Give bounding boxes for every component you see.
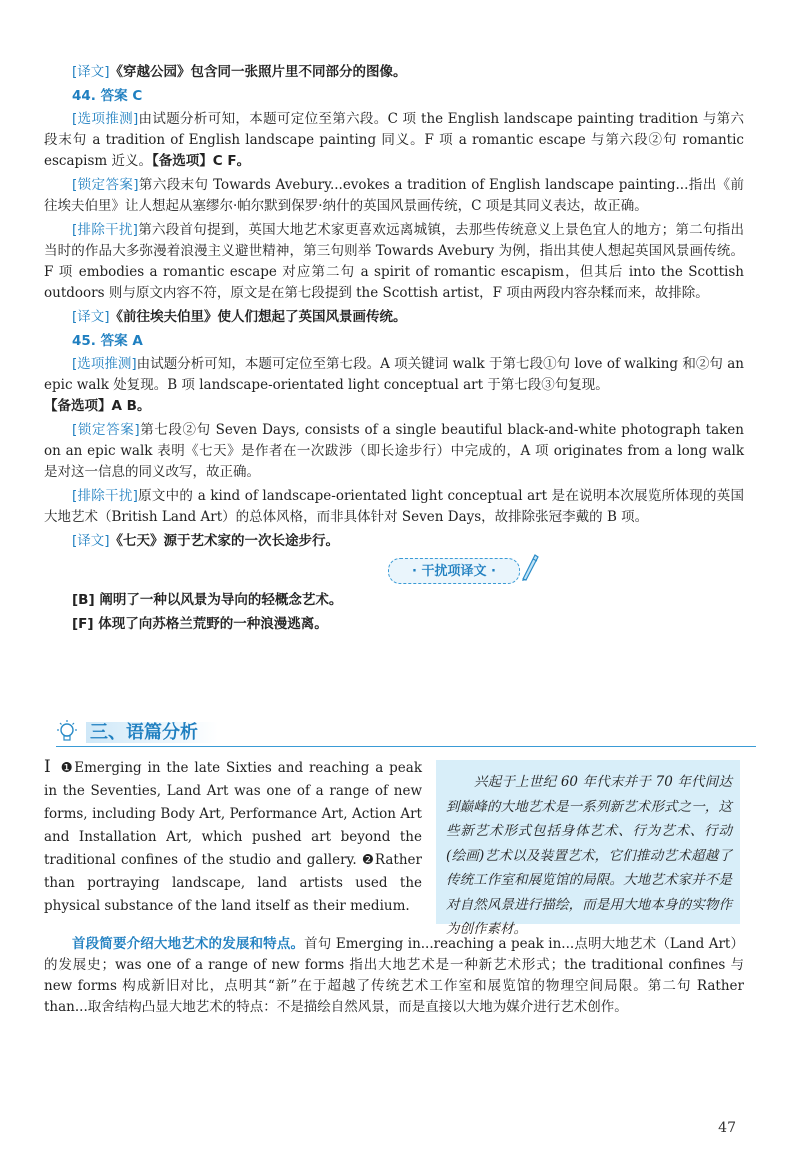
q44-translation: [译文]《前往埃夫伯里》使人们想起了英国风景画传统。 xyxy=(72,309,407,325)
q45-predict: [选项推测]由试题分析可知，本题可定位至第七段。A 项关键词 walk 于第七段①句 love of walking 和②句 an epic walk 处复现。B 项 landscape-orientated light conceptual art 于第七段③句复现。 【备选项】A B。 xyxy=(44,356,744,414)
q44-predict: [选项推测]由试题分析可知，本题可定位至第六段。C 项 the English landscape painting tradition 与第六段末句 a tradition of English landscape painting 同义。F 项 a romantic escape 与第六段②句 romantic escapism 近义。【备选项】C F。 xyxy=(44,111,744,169)
q45-answer: 45. 答案 A xyxy=(72,333,143,349)
paragraph-analysis xyxy=(44,934,744,1021)
distractor-b: [B] 阐明了一种以风景为导向的轻概念艺术。 xyxy=(72,592,343,608)
english-text: ❶Emerging in the late Sixties and reaching a peak in the Seventies, Land Art was one of a range of new forms, including Body Art, Performance Art, Action Art and Installation Art, which pushed art beyond the traditional confines of the studio and gallery. ❷Rather than portraying landscape, land artists used the physical substance of the land itself as their medium. xyxy=(44,760,423,914)
q44-lock: [锁定答案]第六段末句 Towards Avebury...evokes a tradition of English landscape painting...指出《前往埃夫伯里》让人想起从塞缪尔·帕尔默到保罗·纳什的英国风景画传统，C 项是其同义表达，故正确。 xyxy=(44,177,744,214)
q44-exclude: [排除干扰]第六段首句提到，英国大地艺术家更喜欢远离城镇，去那些传统意义上景色宜人的地方；第二句指出当时的作品大多弥漫着浪漫主义避世精神，第三句则举 Towards Avebury 为例，指出其使人想起英国风景画传统。F 项 embodies a romantic escape 对应第二句 a spirit of romantic escapism，但其后 into the Scottish outdoors 则与原文内容不符，原文是在第七段提到 the Scottish artist，F 项由两段内容杂糅而来，故排除。 xyxy=(44,222,745,301)
q45-translation: [译文]《七天》源于艺术家的一次长途步行。 xyxy=(72,533,340,549)
main-content xyxy=(44,62,744,638)
q45-lock: [锁定答案]第七段②句 Seven Days, consists of a single beautiful black-and-white photograph taken on an epic walk 表明《七天》是作者在一次跋涉（即长途步行）中完成的，A 项 originates from a long walk 是对这一信息的同义改写，故正确。 xyxy=(44,422,744,480)
lightbulb-icon xyxy=(56,720,78,744)
section-heading xyxy=(56,718,756,746)
q44-answer: 44. 答案 C xyxy=(72,88,143,104)
analysis-text: 首句 Emerging in...reaching a peak in...点明大地艺术（Land Art）的发展史；was one of a range of new forms 指出大地艺术是一种新艺术形式；the traditional confines 与 new forms 构成新旧对比，点明其“新”在于超越了传统艺术工作室和展览馆的物理空间局限。第二句 Rather than...取舍结构凸显大地艺术的特点：不是描绘自然风景，而是直接以大地为媒介进行艺术创作。 xyxy=(44,936,745,1015)
english-passage xyxy=(44,756,422,918)
distractor-f: [F] 体现了向苏格兰荒野的一种浪漫逃离。 xyxy=(72,616,328,632)
paragraph-number: I xyxy=(44,757,51,777)
distractor-heading: · 干扰项译文 · xyxy=(388,558,520,584)
page-number: 47 xyxy=(718,1120,736,1136)
section-divider xyxy=(56,746,756,747)
q45-exclude: [排除干扰]原文中的 a kind of landscape-orientated light conceptual art 是在说明本次展览所体现的英国大地艺术（British Land Art）的总体风格，而非具体针对 Seven Days，故排除张冠李戴的 B 项。 xyxy=(44,488,744,525)
analysis-lead: 首段简要介绍大地艺术的发展和特点。 xyxy=(72,936,305,952)
pen-icon xyxy=(519,551,541,581)
chinese-translation-box: 兴起于上世纪 60 年代末并于 70 年代间达到巅峰的大地艺术是一系列新艺术形式之一，这些新艺术形式包括身体艺术、行为艺术、行动(绘画)艺术以及装置艺术，它们推动艺术超越了传统工作室和展览馆的局限。大地艺术家并不是对自然风景进行描绘，而是用大地本身的实物作为创作素材。 xyxy=(436,760,740,924)
section-title: 三、语篇分析 xyxy=(86,722,218,743)
q43-translation: [译文]《穿越公园》包含同一张照片里不同部分的图像。 xyxy=(72,64,407,80)
